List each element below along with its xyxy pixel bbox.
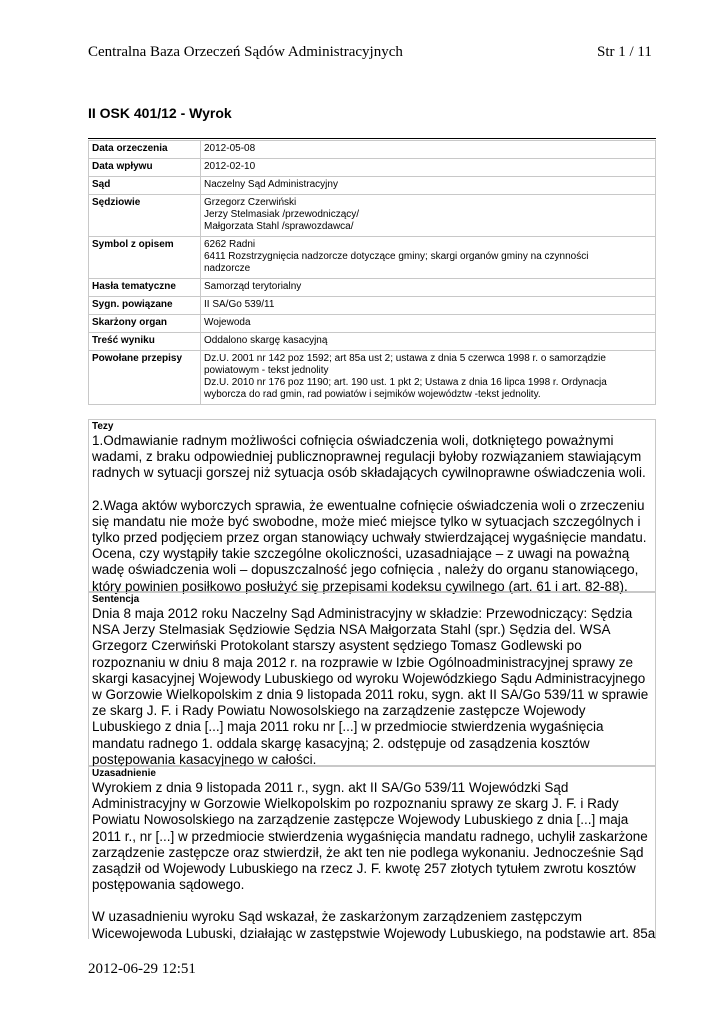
metadata-value-line: Jerzy Stelmasiak /przewodniczący/ — [204, 209, 360, 220]
text-line: Administracyjny w Gorzowie Wielkopolskim po rozpoznaniu sprawy ze skarg J. F. i Rady — [92, 796, 619, 812]
uzasadnienie-body — [92, 780, 656, 942]
text-line: tylko przed podjęciem przez organ stanowiący uchwały stwierdzającej wygaśnięcie mandatu. — [92, 530, 647, 546]
text-line: rozpoznaniu w dniu 8 maja 2012 r. na rozprawie w Izbie Ogólnoadministracyjnej sprawy ze — [92, 654, 634, 670]
metadata-value-line: 6262 Radni — [204, 239, 256, 250]
text-line: NSA Jerzy Stelmasiak Sędziowie Sędzia NSA Małgorzata Stahl (spr.) Sędzia del. WSA — [92, 622, 611, 638]
text-line: w Gorzowie Wielkopolskim z dnia 9 listopada 2011 roku, sygn. akt II SA/Go 539/11 w sprawie — [92, 687, 649, 703]
page-number: Str 1 / 11 — [597, 44, 652, 60]
metadata-value-line: Małgorzata Stahl /sprawozdawca/ — [204, 221, 354, 232]
text-line: zasądził od Wojewody Lubuskiego na rzecz J. F. kwotę 257 złotych tytułem zwrotu kosztów — [92, 861, 636, 877]
uzasadnienie-label: Uzasadnienie — [92, 768, 156, 779]
metadata-value-line: II SA/Go 539/11 — [204, 299, 275, 310]
metadata-row — [89, 297, 656, 315]
metadata-key: Skarżony organ — [89, 315, 201, 333]
metadata-value — [201, 333, 656, 351]
text-line: który powinien posiłkowo posłużyć się przepisami kodeksu cywilnego (art. 61 i art. 82-88). — [92, 578, 628, 594]
metadata-key: Data orzeczenia — [89, 141, 201, 159]
metadata-key: Sąd — [89, 177, 201, 195]
text-line: skargi kasacyjnej Wojewody Lubuskiego od wyroku Wojewódzkiego Sądu Administracyjnego — [92, 670, 646, 686]
metadata-value-line: Dz.U. 2010 nr 176 poz 1190; art. 190 ust. 1 pkt 2; Ustawa z dnia 16 lipca 1998 r. Ordynacja — [204, 377, 607, 388]
text-line: wadę oświadczenia woli – dopuszczalność jego cofnięcia , należy do organu stanowiącego, — [92, 562, 639, 578]
metadata-value-line: Oddalono skargę kasacyjną — [204, 335, 328, 346]
metadata-value — [201, 351, 656, 405]
metadata-key: Treść wyniku — [89, 333, 201, 351]
text-line: zarządzenie zastępcze oraz stwierdził, że akt ten nie podlega wykonaniu. Jednocześnie Sąd — [92, 844, 644, 860]
text-line: Ocena, czy wystąpiły takie szczególne okoliczności, uzasadniające – z uwagi na poważną — [92, 546, 630, 562]
text-line: Dnia 8 maja 2012 roku Naczelny Sąd Administracyjny w składzie: Przewodniczący: Sędzia — [92, 606, 633, 621]
metadata-row — [89, 177, 656, 195]
paragraph-gap — [92, 482, 652, 498]
tezy-section — [88, 419, 656, 592]
text-line: ze skarg J. F. i Rady Powiatu Nowosolskiego na zarządzenie zastępcze Wojewody — [92, 703, 586, 719]
metadata-row — [89, 237, 656, 279]
metadata-value — [201, 159, 656, 177]
metadata-value-line: 2012-02-10 — [204, 161, 256, 172]
text-line: postępowania kasacyjnego w całości. — [92, 751, 317, 767]
metadata-value-line: 2012-05-08 — [204, 143, 256, 154]
metadata-value-line: Naczelny Sąd Administracyjny — [204, 179, 338, 190]
metadata-row — [89, 159, 656, 177]
title-divider — [88, 138, 656, 139]
text-line: Wicewojewoda Lubuski, działając w zastępstwie Wojewody Lubuskiego, na podstawie art. 85a — [92, 925, 656, 941]
metadata-value — [201, 279, 656, 297]
metadata-key: Sędziowie — [89, 195, 201, 237]
text-line: postępowania sądowego. — [92, 877, 245, 893]
uzasadnienie-section — [88, 766, 656, 939]
metadata-key: Data wpływu — [89, 159, 201, 177]
metadata-value — [201, 141, 656, 159]
metadata-value-line: Wojewoda — [204, 317, 251, 328]
text-line: 2011 r., nr [...] w przedmiocie stwierdzenia wygaśnięcia mandatu radnego, uchylił zaskarżone — [92, 828, 648, 844]
text-line: wadami, z braku odpowiedniej publicznoprawnej regulacji byłoby rozwiązaniem stawiającym — [92, 449, 642, 465]
text-line: Grzegorz Czerwiński Protokolant starszy asystent sędziego Tomasz Godlewski po — [92, 638, 582, 654]
metadata-row — [89, 279, 656, 297]
metadata-value — [201, 237, 656, 279]
metadata-row — [89, 141, 656, 159]
metadata-value — [201, 195, 656, 237]
sentencja-body — [92, 606, 652, 768]
metadata-value-line: Samorząd terytorialny — [204, 281, 302, 292]
document-source-header: Centralna Baza Orzeczeń Sądów Administracyjnych — [88, 44, 403, 60]
metadata-row — [89, 351, 656, 405]
metadata-row — [89, 333, 656, 351]
metadata-value — [201, 315, 656, 333]
metadata-value-line: wyborcza do rad gmin, rad powiatów i sejmików województw -tekst jednolity. — [204, 389, 541, 400]
text-line: Wyrokiem z dnia 9 listopada 2011 r., sygn. akt II SA/Go 539/11 Wojewódzki Sąd — [92, 780, 569, 795]
metadata-value-line: 6411 Rozstrzygnięcia nadzorcze dotyczące gminy; skargi organów gminy na czynności — [204, 251, 589, 262]
metadata-table — [88, 140, 656, 405]
metadata-value-line: Dz.U. 2001 nr 142 poz 1592; art 85a ust 2; ustawa z dnia 5 czerwca 1998 r. o samorządzie — [204, 353, 606, 364]
text-line: się mandatu nie może być swobodne, może mieć miejsce tylko w sytuacjach szczególnych i — [92, 513, 641, 529]
metadata-key: Hasła tematyczne — [89, 279, 201, 297]
text-line: 2.Waga aktów wyborczych sprawia, że ewentualne cofnięcie oświadczenia woli o zrzeczeniu — [92, 497, 645, 513]
metadata-value-line: nadzorcze — [204, 263, 251, 274]
sentencja-section — [88, 592, 656, 766]
metadata-key: Powołane przepisy — [89, 351, 201, 405]
metadata-value — [201, 297, 656, 315]
document-title: II OSK 401/12 - Wyrok — [88, 105, 232, 121]
text-line: 1.Odmawianie radnym możliwości cofnięcia oświadczenia woli, dotkniętego poważnymi — [92, 433, 614, 448]
sentencja-label: Sentencja — [92, 594, 140, 605]
text-line: Powiatu Nowosolskiego na zarządzenie zastępcze Wojewody Lubuskiego z dnia [...] maja — [92, 812, 629, 828]
text-line: W uzasadnieniu wyroku Sąd wskazał, że zaskarżonym zarządzeniem zastępczym — [92, 909, 582, 925]
metadata-row — [89, 195, 656, 237]
metadata-row — [89, 315, 656, 333]
metadata-value-line: powiatowym - tekst jednolity — [204, 365, 329, 376]
metadata-key: Symbol z opisem — [89, 237, 201, 279]
print-timestamp: 2012-06-29 12:51 — [88, 961, 196, 977]
text-line: mandatu radnego 1. oddala skargę kasacyjną; 2. odstępuje od zasądzenia kosztów — [92, 735, 590, 751]
text-line: Lubuskiego z dnia [...] maja 2011 roku nr [...] w przedmiocie stwierdzenia wygaśnięcia — [92, 719, 604, 735]
metadata-value-line: Grzegorz Czerwiński — [204, 197, 297, 208]
metadata-value — [201, 177, 656, 195]
paragraph-gap — [92, 893, 652, 909]
tezy-label: Tezy — [92, 421, 114, 432]
text-line: radnych w sytuacji gorszej niż sytuacja osób składających cywilnoprawne oświadczenia woli. — [92, 465, 646, 481]
metadata-key: Sygn. powiązane — [89, 297, 201, 315]
tezy-body — [92, 433, 652, 595]
